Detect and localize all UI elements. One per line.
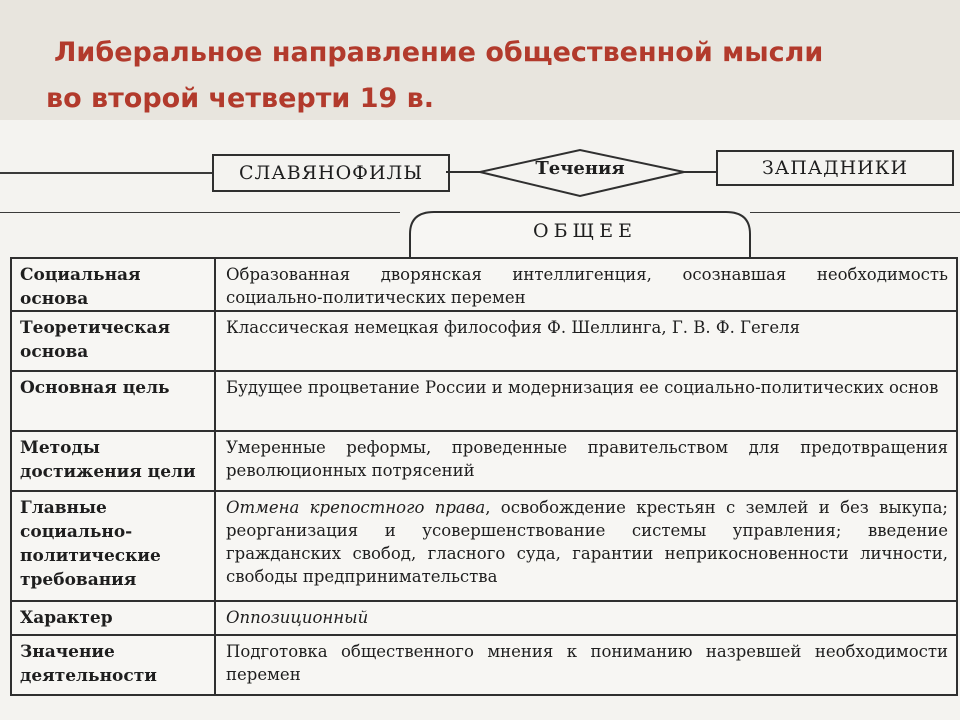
table-row bbox=[12, 490, 956, 600]
slavophiles-box bbox=[212, 154, 450, 192]
currents-label: Течения bbox=[535, 158, 625, 179]
title-line-1: Либеральное направление общественной мысли bbox=[54, 37, 824, 68]
slavophiles-label: СЛАВЯНОФИЛЫ bbox=[238, 162, 424, 184]
row-value: Классическая немецкая философия Ф. Шеллинга, Г. В. Ф. Гегеля bbox=[226, 318, 801, 337]
row-label: Главные социально-политические требования bbox=[12, 492, 216, 600]
row-value: Будущее процветание России и модернизация ее социально-политических основ bbox=[226, 378, 939, 397]
row-value: Подготовка общественного мнения к пониманию назревшей необходимости перемен bbox=[226, 642, 948, 684]
row-label: Социальная основа bbox=[12, 259, 216, 310]
row-value: Умеренные реформы, проведенные правительством для предотвращения революционных потрясений bbox=[226, 438, 948, 480]
westernizers-box bbox=[716, 150, 954, 186]
row-value: Образованная дворянская интеллигенция, осознавшая необходимость социально-политических перемен bbox=[226, 265, 948, 307]
row-label: Значение деятельности bbox=[12, 636, 216, 694]
common-label: ОБЩЕЕ bbox=[533, 220, 637, 242]
row-label: Основная цель bbox=[12, 372, 216, 430]
row-value-italic: Оппозиционный bbox=[226, 608, 369, 627]
westernizers-label: ЗАПАДНИКИ bbox=[761, 157, 909, 179]
slide-title bbox=[46, 30, 926, 122]
comparison-table bbox=[10, 257, 958, 696]
divider-line bbox=[0, 212, 400, 213]
row-label: Теоретическая основа bbox=[12, 312, 216, 370]
row-value-rest: , освобождение крестьян с землей и без выкупа; реорганизация и усовершенствование системы управления; введение гражданских свобод, гласного суда, гарантии неприкосновенности личности, свободы предпринимательства bbox=[226, 498, 948, 586]
row-label: Характер bbox=[12, 602, 216, 634]
table-row bbox=[12, 259, 956, 310]
divider-line bbox=[750, 212, 960, 213]
table-row bbox=[12, 310, 956, 370]
table-row bbox=[12, 634, 956, 694]
table-row bbox=[12, 430, 956, 490]
table-row bbox=[12, 370, 956, 430]
row-label: Методы достижения цели bbox=[12, 432, 216, 490]
scanned-document bbox=[0, 120, 960, 720]
row-value bbox=[216, 602, 956, 634]
row-value-italic: Отмена крепостного права bbox=[226, 498, 486, 517]
title-line-2: во второй четверти 19 в. bbox=[46, 83, 435, 114]
row-value bbox=[216, 492, 956, 600]
divider-line bbox=[0, 172, 212, 174]
table-row bbox=[12, 600, 956, 634]
